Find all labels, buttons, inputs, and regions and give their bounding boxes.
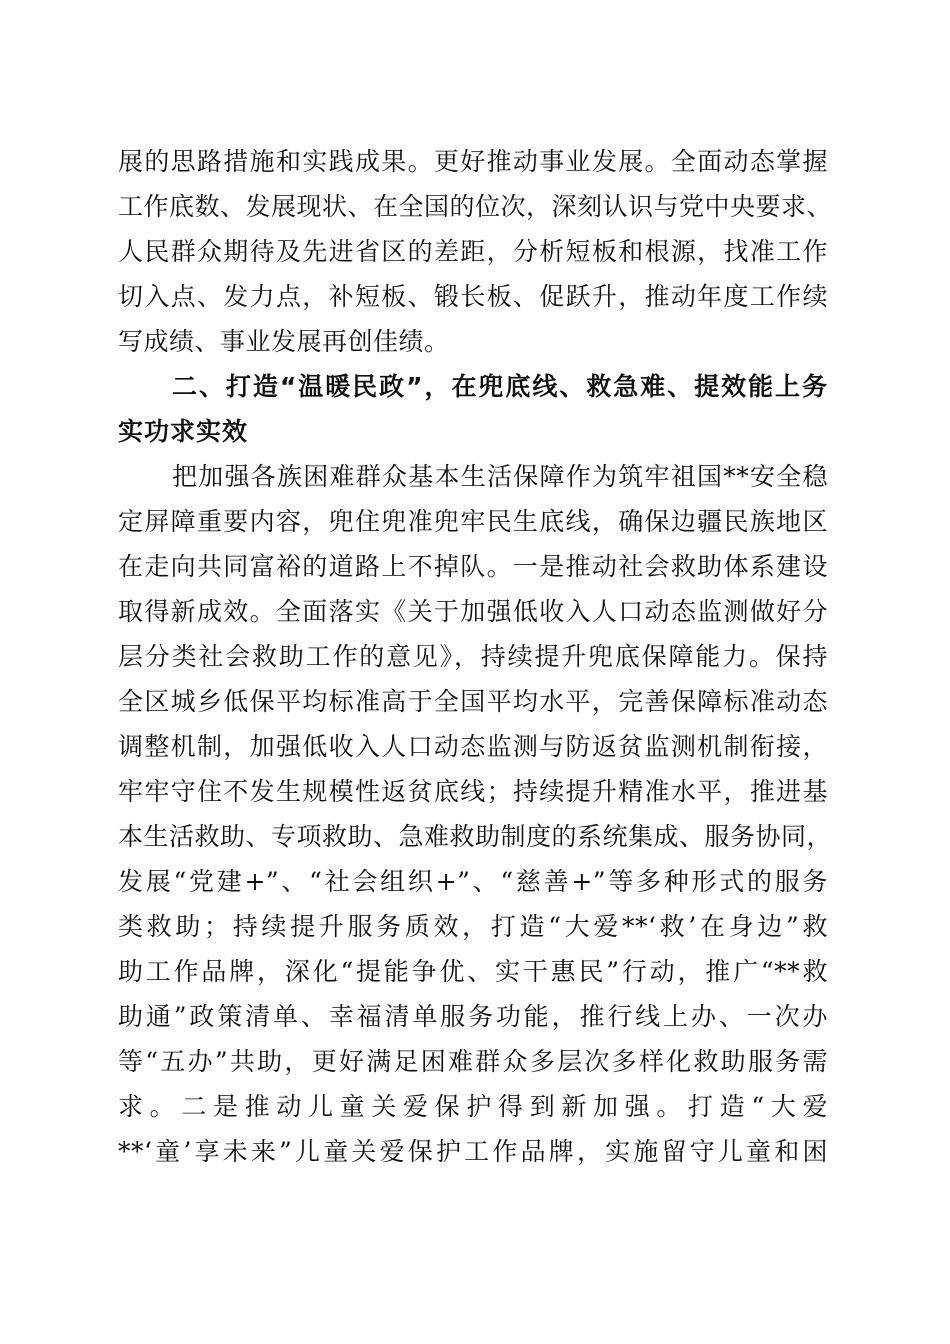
paragraph-line: **‘童’享未来”儿童关爱保护工作品牌，实施留守儿童和困	[118, 1137, 828, 1166]
paragraph-line: 调整机制，加强低收入人口动态监测与防返贫监测机制衔接，	[118, 732, 828, 761]
paragraph-line: 定屏障重要内容，兜住兜准兜牢民生底线，确保边疆民族地区	[118, 507, 828, 536]
paragraph-line: 助工作品牌，深化“提能争优、实干惠民”行动，推广“**救	[118, 957, 828, 986]
paragraph-line: 工作底数、发展现状、在全国的位次，深刻认识与党中央要求、	[118, 192, 833, 221]
paragraph-line: 等“五办”共助，更好满足困难群众多层次多样化救助服务需	[118, 1047, 828, 1076]
section-heading: 实功求实效	[118, 417, 249, 446]
paragraph-line: 求。二是推动儿童关爱保护得到新加强。打造“大爱	[118, 1092, 828, 1121]
paragraph-line: 写成绩、事业发展再创佳绩。	[118, 327, 450, 356]
paragraph-line: 把加强各族困难群众基本生活保障作为筑牢祖国**安全稳	[172, 462, 828, 491]
paragraph-line: 发展“党建+”、“社会组织+”、“慈善+”等多种形式的服务	[118, 867, 828, 896]
section-heading: 二、打造“温暖民政”，在兜底线、救急难、提效能上务	[172, 372, 828, 401]
paragraph-line: 类救助；持续提升服务质效，打造“大爱**‘救’在身边”救	[118, 912, 828, 941]
paragraph-line: 取得新成效。全面落实《关于加强低收入人口动态监测做好分	[118, 597, 828, 626]
paragraph-line: 展的思路措施和实践成果。更好推动事业发展。全面动态掌握	[118, 147, 828, 176]
paragraph-line: 人民群众期待及先进省区的差距，分析短板和根源，找准工作	[118, 237, 828, 266]
paragraph-line: 全区城乡低保平均标准高于全国平均水平，完善保障标准动态	[118, 687, 828, 716]
paragraph-line: 本生活救助、专项救助、急难救助制度的系统集成、服务协同，	[118, 822, 833, 851]
paragraph-line: 层分类社会救助工作的意见》，持续提升兜底保障能力。保持	[118, 642, 828, 671]
paragraph-line: 助通”政策清单、幸福清单服务功能，推行线上办、一次办	[118, 1002, 828, 1031]
paragraph-line: 牢牢守住不发生规模性返贫底线；持续提升精准水平，推进基	[118, 777, 828, 806]
paragraph-line: 切入点、发力点，补短板、锻长板、促跃升，推动年度工作续	[118, 282, 828, 311]
paragraph-line: 在走向共同富裕的道路上不掉队。一是推动社会救助体系建设	[118, 552, 828, 581]
